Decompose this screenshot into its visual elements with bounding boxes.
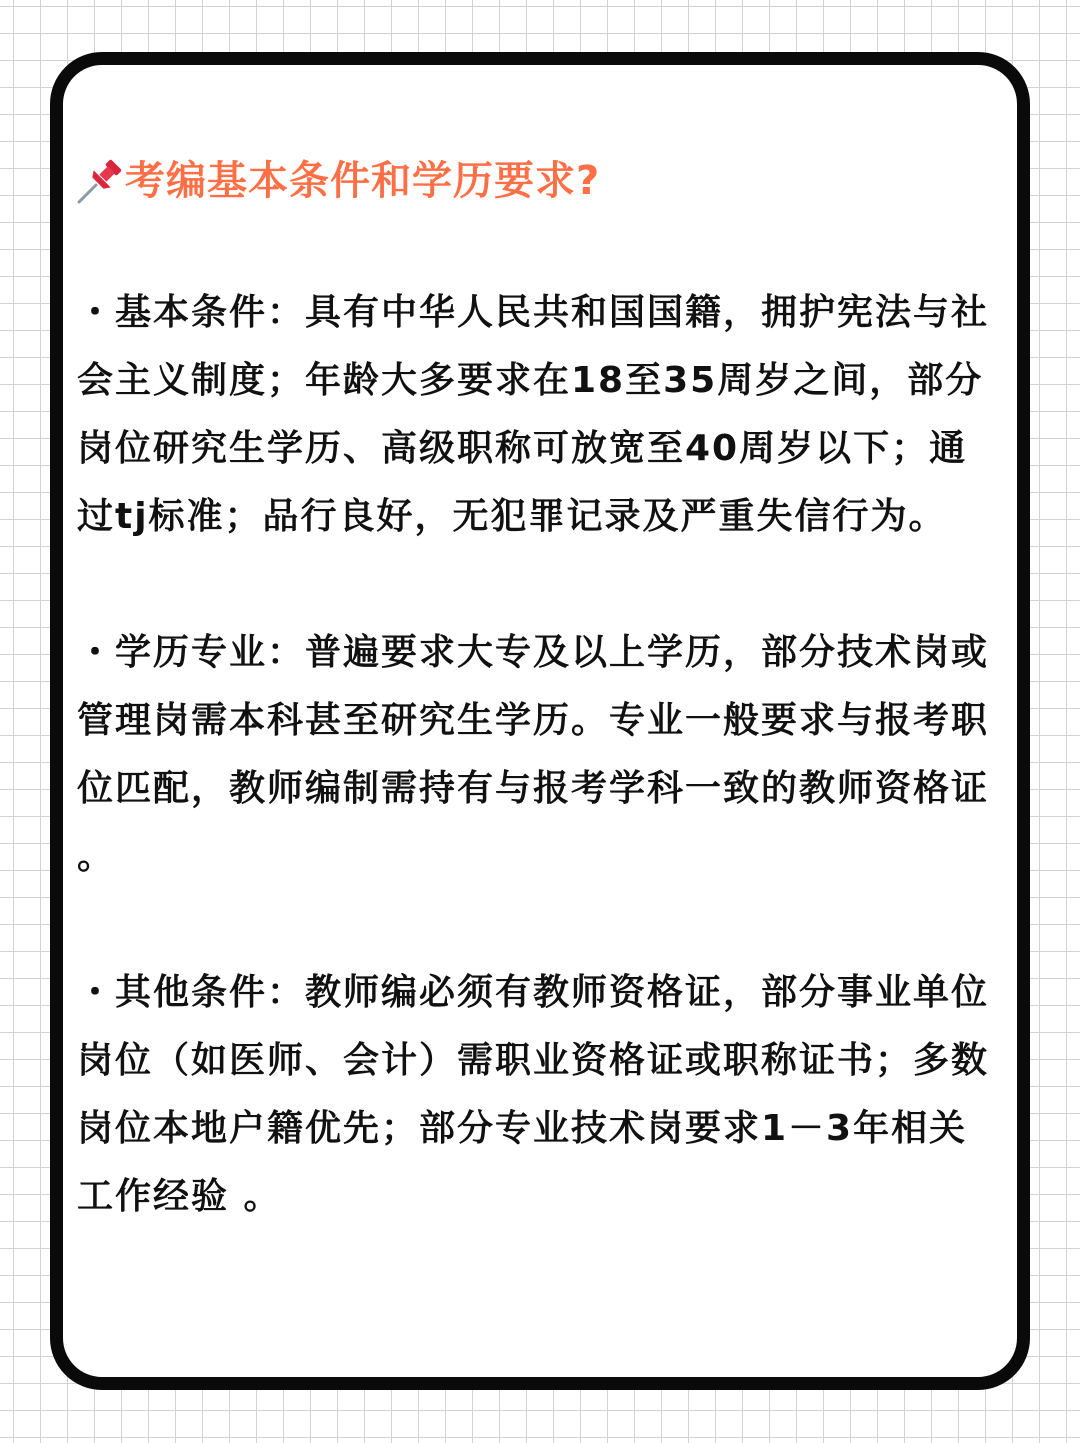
paragraph-other-conditions: ・其他条件：教师编必须有教师资格证，部分事业单位岗位（如医师、会计）需职业资格证或职称证书；多数岗位本地户籍优先；部分专业技术岗要求1－3年相关工作经验 。 xyxy=(77,972,990,1217)
pushpin-icon xyxy=(75,156,125,206)
content-card xyxy=(50,52,1030,1390)
title-row xyxy=(75,151,600,211)
paragraph-basic-conditions: ・基本条件：具有中华人民共和国国籍，拥护宪法与社会主义制度；年龄大多要求在18至35周岁之间，部分岗位研究生学历、高级职称可放宽至40周岁以下；通过tj标准；品行良好，无犯罪记录及严重失信行为。 xyxy=(77,292,990,537)
paragraph-education-major: ・学历专业：普遍要求大专及以上学历，部分技术岗或管理岗需本科甚至研究生学历。专业一般要求与报考职位匹配，教师编制需持有与报考学科一致的教师资格证 。 xyxy=(77,632,990,877)
page-title: 考编基本条件和学历要求? xyxy=(125,158,601,204)
content-body xyxy=(77,279,999,1231)
